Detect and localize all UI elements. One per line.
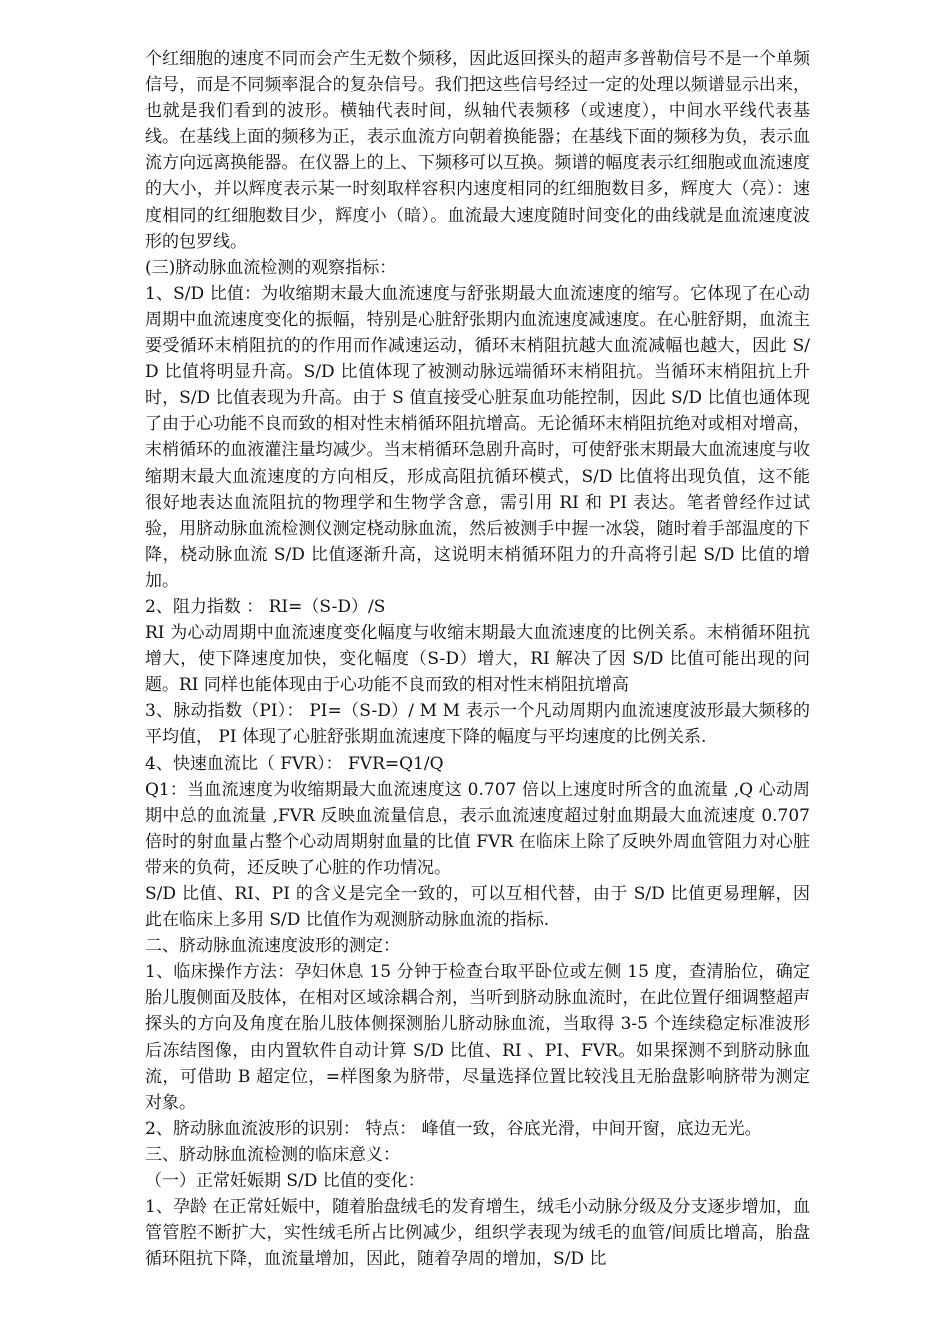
heading-fvr: 4、快速血流比（ FVR）： FVR=Q1/Q bbox=[145, 753, 444, 774]
paragraph-gestational-age: 1、孕龄 在正常妊娠中，随着胎盘绒毛的发育增生，绒毛小动脉分级及分支逐步增加，血管管腔不断扩大，实性绒毛所占比例减少，组织学表现为绒毛的血管/间质比增高，胎盘循环阻抗下降，血流量增加，因此，随着孕周的增加，S/D 比 bbox=[145, 1197, 810, 1270]
paragraph-sd-ratio: 1、S/D 比值：为收缩期末最大血流速度与舒张期最大血流速度的缩写。它体现了在心动周期中血流速度变化的振幅，特别是心脏舒张期内血流速度减速度。在心脏舒期，血流主要受循环末梢阻抗的的作用而作减速运动，循环末梢阻抗越大血流减幅也越大，因此 S/D 比值将明显升高。S/D 比值体现了被测动脉远端循环末梢阻抗。当循环末梢阻抗上升时，S/D 比值表现为升高。由于 S 值直接受心脏泵血功能控制，因此 S/D 比值也通体现了由于心功能不良而致的相对性末梢循环阻抗增高。无论循环末梢阻抗绝对或相对增高，末梢循环的血液灌注量均减少。当末梢循环急剧升高时，可使舒张末期最大血流速度与收缩期末最大血流速度的方向相反，形成高阻抗循环模式，S/D 比值将出现负值，这不能很好地表达血流阻抗的物理学和生物学含意，需引用 RI 和 PI 表达。笔者曾经作过试验，用脐动脉血流检测仪测定桡动脉血流，然后被测手中握一冰袋，随时着手部温度的下降，桡动脉血流 S/D 比值逐渐升高，这说明末梢循环阻力的升高将引起 S/D 比值的增加。 bbox=[145, 283, 810, 591]
paragraph-fvr: Q1：当血流速度为收缩期最大血流速度这 0.707 倍以上速度时所含的血流量 ,Q 心动周期中总的血流量 ,FVR 反映血流量信息，表示血流速度超过射血期最大血流速度 0.707 倍时的射血量占整个心动周期射血量的比值 FVR 在临床上除了反映外周血管阻力对心脏带来的负荷，还反映了心脏的作功情况。 bbox=[145, 779, 810, 878]
paragraph-doppler-spectrum: 个红细胞的速度不同而会产生无数个频移，因此返回探头的超声多普勒信号不是一个单频信号，而是不同频率混合的复杂信号。我们把这些信号经过一定的处理以频谱显示出来，也就是我们看到的波形。横轴代表时间，纵轴代表频移（或速度），中间水平线代表基线。在基线上面的频移为正，表示血流方向朝着换能器；在基线下面的频移为负，表示血流方向远离换能器。在仪器上的上、下频移可以互换。频谱的幅度表示红细胞或血流速度的大小，并以辉度表示某一时刻取样容积内速度相同的红细胞数目多，辉度大（亮）：速度相同的红细胞数目少，辉度小（暗）。血流最大速度随时间变化的曲线就是血流速度波形的包罗线。 bbox=[145, 49, 810, 252]
paragraph-waveform-identification: 2、脐动脉血流波形的识别： 特点： 峰值一致，谷底光滑，中间开窗，底边无光。 bbox=[145, 1118, 762, 1139]
paragraph-clinical-method: 1、临床操作方法：孕妇休息 15 分钟于检查台取平卧位或左侧 15 度，查清胎位，确定胎儿腹侧面及肢体，在相对区域涂耦合剂，当听到脐动脉血流时，在此位置仔细调整超声探头的方向及角度在胎儿肢体侧探测胎儿脐动脉血流，当取得 3-5 个连续稳定标准波形后冻结图像，由内置软件自动计算 S/D 比值、RI 、PI、FVR。如果探测不到脐动脉血流，可借助 B 超定位，=样图象为脐带，尽量选择位置比较浅且无胎盘影响脐带为测定对象。 bbox=[145, 962, 810, 1113]
paragraph-pulsatility-index: 3、脉动指数（PI）： PI=（S-D）/ M M 表示一个凡动周期内血流速度波形最大频移的平均值， PI 体现了心脏舒张期血流速度下降的幅度与平均速度的比例关系. bbox=[145, 701, 810, 748]
heading-resistance-index: 2、阻力指数 ： RI=（S-D）/S bbox=[145, 596, 386, 617]
heading-waveform-measurement: 二、脐动脉血流速度波形的测定： bbox=[145, 936, 400, 957]
heading-normal-pregnancy: （一）正常妊娠期 S/D 比值的变化： bbox=[145, 1171, 425, 1192]
heading-observation-indices: (三)脐动脉血流检测的观察指标： bbox=[145, 257, 397, 278]
heading-clinical-significance: 三、脐动脉血流检测的临床意义： bbox=[145, 1144, 400, 1165]
paragraph-indices-summary: S/D 比值、RI、PI 的含义是完全一致的，可以互相代替，由于 S/D 比值更易理解，因此在临床上多用 S/D 比值作为观测脐动脉血流的指标. bbox=[145, 884, 810, 931]
paragraph-resistance-index: RI 为心动周期中血流速度变化幅度与收缩末期最大血流速度的比例关系。末梢循环阻抗增大，使下降速度加快，变化幅度（S-D）增大，RI 解决了因 S/D 比值可能出现的问题。RI 同样也能体现由于心功能不良而致的相对性末梢阻抗增高 bbox=[145, 623, 810, 696]
